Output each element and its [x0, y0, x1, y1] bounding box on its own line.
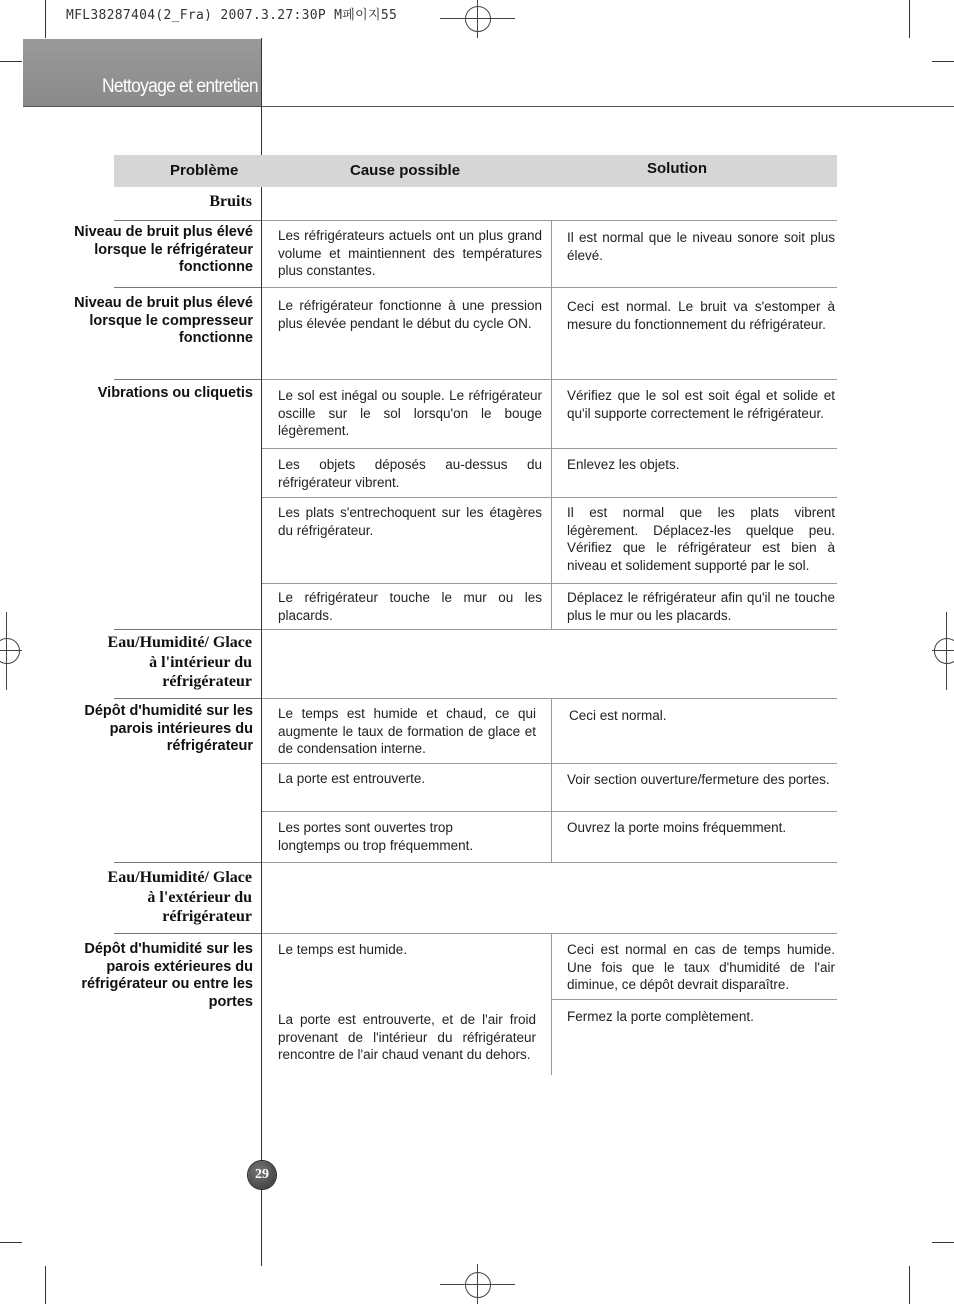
cause-cell: Les portes sont ouvertes trop longtemps ou trop fréquemment.	[278, 820, 474, 853]
crop-mark	[0, 1242, 22, 1243]
column-divider	[551, 220, 552, 629]
divider	[262, 629, 837, 630]
divider	[262, 862, 837, 863]
divider	[262, 287, 837, 288]
crop-mark	[909, 0, 910, 38]
solution-cell: Ceci est normal. Le bruit va s'estomper à mesure du fonctionnement du réfrigérateur.	[567, 299, 835, 332]
registration-mark-icon	[932, 650, 954, 651]
divider	[114, 287, 261, 288]
registration-mark-icon	[477, 1264, 478, 1304]
crop-mark	[0, 61, 22, 62]
problem-noise-compressor: Niveau de bruit plus élevé lorsque le compresseur fonctionne	[74, 295, 253, 346]
registration-mark-icon	[465, 6, 491, 32]
cause-cell: Le sol est inégal ou souple. Le réfrigérateur oscille sur le sol lorsqu'on le bouge légèrement.	[278, 388, 542, 438]
problem-humidity-outside: Dépôt d'humidité sur les parois extérieures du réfrigérateur ou entre les portes	[81, 941, 253, 1010]
problem-vibrations: Vibrations ou cliquetis	[97, 385, 253, 401]
crop-mark	[45, 0, 46, 38]
cause-cell: Les objets déposés au-dessus du réfrigérateur vibrent.	[278, 457, 542, 490]
divider	[262, 497, 837, 498]
registration-mark-icon	[6, 612, 7, 690]
header-rule	[23, 106, 954, 107]
problem-noise-running: Niveau de bruit plus élevé lorsque le réfrigérateur fonctionne	[74, 224, 253, 275]
divider	[552, 999, 837, 1000]
divider	[262, 448, 837, 449]
cause-column-header: Cause possible	[350, 162, 461, 179]
cause-cell: Les plats s'entrechoquent sur les étagères du réfrigérateur.	[278, 505, 542, 538]
divider	[262, 583, 837, 584]
category-bruits: Bruits	[209, 193, 252, 210]
solution-cell: Voir section ouverture/fermeture des portes.	[567, 772, 830, 787]
registration-mark-icon	[477, 0, 478, 38]
divider	[114, 862, 261, 863]
solution-cell: Ouvrez la porte moins fréquemment.	[567, 820, 787, 835]
crop-mark	[932, 1242, 954, 1243]
registration-mark-icon	[0, 638, 20, 664]
solution-cell: Vérifiez que le sol est soit égal et solide et qu'il supporte correctement le réfrigérateur.	[567, 388, 835, 421]
print-header: MFL38287404(2_Fra) 2007.3.27:30P M페이지55	[66, 8, 398, 23]
divider	[262, 933, 837, 934]
solution-cell: Déplacez le réfrigérateur afin qu'il ne touche plus le mur ou les placards.	[567, 590, 835, 623]
solution-cell: Il est normal que les plats vibrent légèrement. Déplacez-les quelque peu. Vérifiez que le réfrigérateur est bien à niveau et solidement supporté par le sol.	[567, 505, 835, 573]
cause-cell: Le réfrigérateur fonctionne à une pression plus élevée pendant le début du cycle ON.	[278, 298, 542, 331]
divider	[114, 629, 261, 630]
crop-mark	[909, 1266, 910, 1304]
solution-cell: Fermez la porte complètement.	[567, 1009, 754, 1024]
divider	[262, 698, 837, 699]
solution-cell: Enlevez les objets.	[567, 457, 680, 472]
category-eau-interieur: Eau/Humidité/ Glace à l'intérieur du réfrigérateur	[107, 634, 252, 690]
page-number: 29	[248, 1161, 276, 1189]
crop-mark	[932, 61, 954, 62]
cause-cell: Le réfrigérateur touche le mur ou les placards.	[278, 590, 542, 623]
divider	[114, 698, 261, 699]
cause-cell: Le temps est humide et chaud, ce qui augmente le taux de formation de glace et de condensation interne.	[278, 706, 536, 756]
divider	[262, 811, 837, 812]
cause-cell: Les réfrigérateurs actuels ont un plus grand volume et maintiennent des températures plus constantes.	[278, 228, 542, 278]
divider	[114, 933, 261, 934]
cause-cell: La porte est entrouverte.	[278, 771, 426, 786]
divider	[262, 379, 837, 380]
divider	[262, 763, 837, 764]
solution-column-header: Solution	[647, 160, 707, 177]
divider	[262, 220, 837, 221]
column-rule	[261, 38, 262, 1266]
registration-mark-icon	[0, 650, 22, 651]
registration-mark-icon	[946, 612, 947, 690]
cause-cell: Le temps est humide.	[278, 942, 408, 957]
column-divider	[551, 933, 552, 1075]
category-eau-exterieur: Eau/Humidité/ Glace à l'extérieur du réfrigérateur	[107, 869, 252, 925]
divider	[114, 220, 261, 221]
registration-mark-icon	[934, 638, 954, 664]
problem-humidity-inside: Dépôt d'humidité sur les parois intérieures du réfrigérateur	[84, 703, 253, 754]
cause-cell: La porte est entrouverte, et de l'air froid provenant de l'intérieur du réfrigérateur rencontre de l'air chaud venant du dehors.	[278, 1012, 536, 1062]
section-title: Nettoyage et entretien	[102, 76, 258, 97]
problem-column-header: Problème	[170, 162, 239, 179]
solution-cell: Ceci est normal en cas de temps humide. Une fois que le taux d'humidité de l'air diminue, ce dépôt devrait disparaître.	[567, 942, 835, 992]
divider	[114, 379, 261, 380]
column-divider	[551, 698, 552, 862]
solution-cell: Il est normal que le niveau sonore soit plus élevé.	[567, 230, 835, 263]
crop-mark	[45, 1266, 46, 1304]
solution-cell: Ceci est normal.	[569, 708, 667, 723]
registration-mark-icon	[465, 1272, 491, 1298]
